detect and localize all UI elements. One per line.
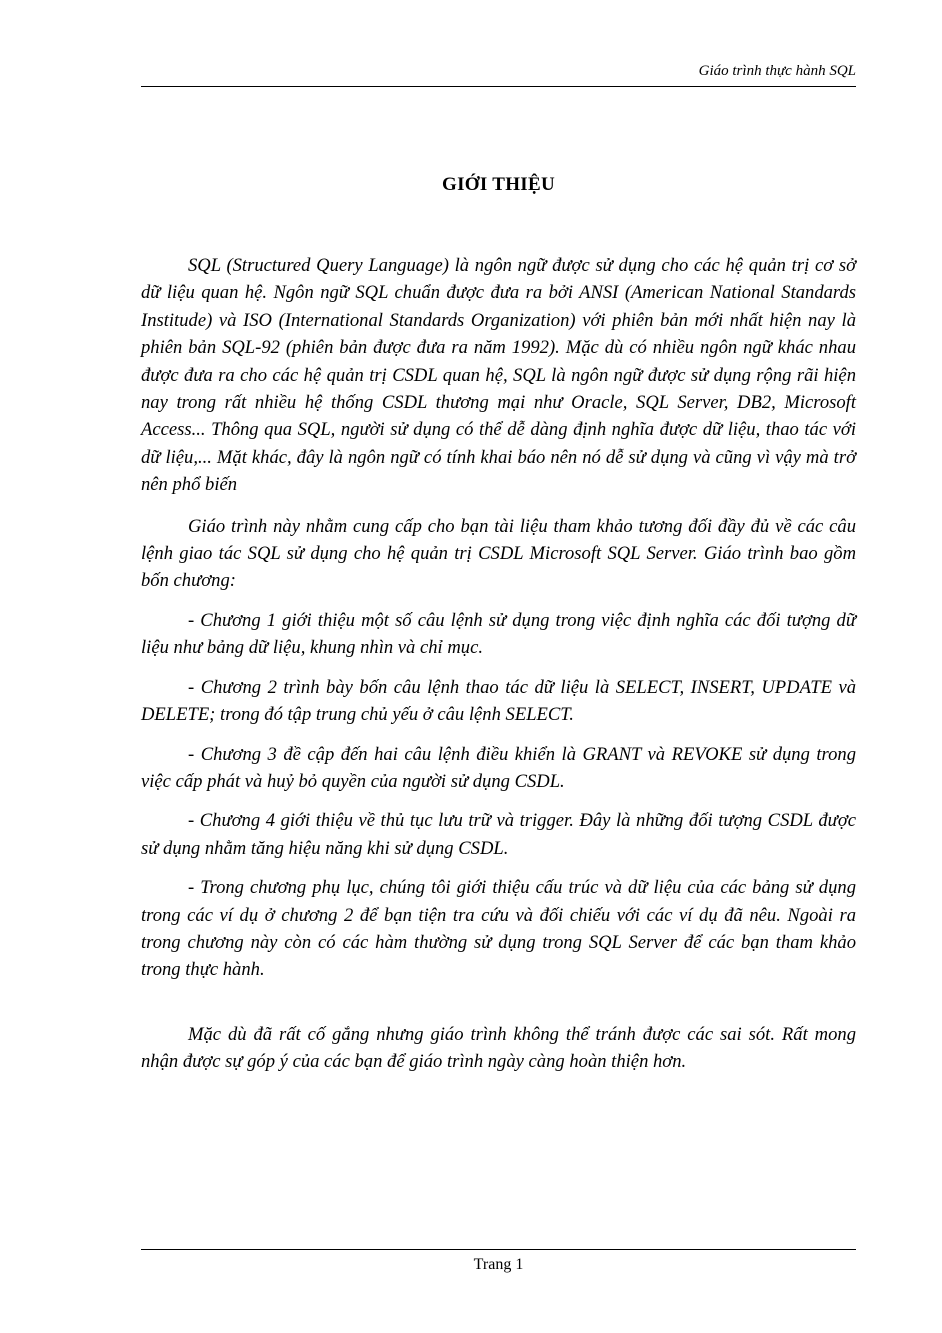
chapter-1-item: - Chương 1 giới thiệu một số câu lệnh sử dụng trong việc định nghĩa các đối tượng dữ liệu như bảng dữ liệu, khung nhìn và chỉ mục. [141,609,856,659]
chapter-3-item: - Chương 3 đề cập đến hai câu lệnh điều khiển là GRANT và REVOKE sử dụng trong việc cấp phát và huỷ bỏ quyền của người sử dụng CSDL. [141,743,856,792]
running-header: Giáo trình thực hành SQL [698,63,856,79]
overview-paragraph: Giáo trình này nhằm cung cấp cho bạn tài liệu tham khảo tương đối đầy đủ về các câu lệnh giao tác SQL sử dụng cho hệ quản trị CSDL Microsoft SQL Server. Giáo trình bao gồm bốn chương: [141,515,856,592]
chapter-2-item: - Chương 2 trình bày bốn câu lệnh thao tác dữ liệu là SELECT, INSERT, UPDATE và DELETE; trong đó tập trung chủ yếu ở câu lệnh SELECT. [141,676,856,726]
page-number: Trang 1 [473,1256,524,1273]
chapter-4-item: - Chương 4 giới thiệu về thủ tục lưu trữ và trigger. Đây là những đối tượng CSDL được sử dụng nhằm tăng hiệu năng khi sử dụng CSDL. [141,810,856,859]
appendix-item: - Trong chương phụ lục, chúng tôi giới thiệu cấu trúc và dữ liệu của các bảng sử dụng trong các ví dụ ở chương 2 để bạn tiện tra cứu và đối chiếu với các ví dụ đã nêu. Ngoài ra trong chương này còn có các hàm thường sử dụng trong SQL Server để các bạn tham khảo trong thực hành. [141,877,856,981]
footer-divider [141,1249,856,1250]
closing-paragraph: Mặc dù đã rất cố gắng nhưng giáo trình không thể tránh được các sai sót. Rất mong nhận được sự góp ý của các bạn để giáo trình ngày càng hoàn thiện hơn. [141,1023,856,1073]
header-divider [141,86,856,87]
document-body [141,252,856,1076]
intro-paragraph: SQL (Structured Query Language) là ngôn ngữ được sử dụng cho các hệ quản trị cơ sở dữ liệu quan hệ. Ngôn ngữ SQL chuẩn được đưa ra bởi ANSI (American National Standards Institude) và ISO (International Standards Organization) với phiên bản mới nhất hiện nay là phiên bản SQL-92 (phiên bản được đưa ra năm 1992). Mặc dù có nhiều ngôn ngữ khác nhau được đưa ra cho các hệ quản trị CSDL quan hệ, SQL là ngôn ngữ được sử dụng rộng rãi hiện nay trong rất nhiều hệ thống CSDL thương mại như Oracle, SQL Server, DB2, Microsoft Access... Thông qua SQL, người sử dụng có thể dễ dàng định nghĩa được dữ liệu, thao tác với dữ liệu,... Mặt khác, đây là ngôn ngữ có tính khai báo nên nó dễ sử dụng và cũng vì vậy mà trở nên phổ biến [141,255,856,496]
page-title: GIỚI THIỆU [442,174,555,195]
